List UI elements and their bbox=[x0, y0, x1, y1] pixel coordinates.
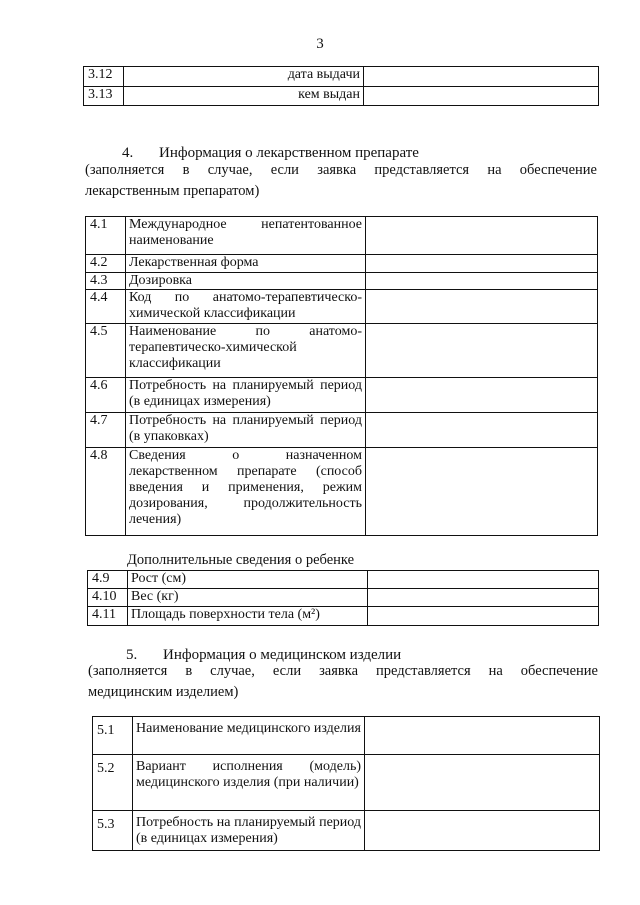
row-value-cell[interactable] bbox=[366, 413, 598, 448]
table-row bbox=[84, 87, 599, 106]
section-5-note bbox=[88, 661, 598, 703]
row-number: 4.6 bbox=[86, 378, 126, 413]
row-value-cell[interactable] bbox=[365, 717, 600, 755]
row-value-cell[interactable] bbox=[366, 324, 598, 378]
table-row bbox=[86, 290, 598, 324]
row-value-cell[interactable] bbox=[366, 290, 598, 324]
row-number: 4.4 bbox=[86, 290, 126, 324]
row-label: Лекарственная форма bbox=[126, 255, 366, 273]
row-value-cell[interactable] bbox=[365, 811, 600, 851]
row-label: Вариант исполнения (модель) медицинского изделия (при наличии) bbox=[133, 755, 365, 811]
row-number: 4.5 bbox=[86, 324, 126, 378]
child-info-title: Дополнительные сведения о ребенке bbox=[127, 552, 355, 568]
row-value-cell[interactable] bbox=[364, 87, 599, 106]
table-row bbox=[86, 378, 598, 413]
row-number: 4.8 bbox=[86, 448, 126, 536]
row-number: 4.7 bbox=[86, 413, 126, 448]
row-label: Потребность на планируемый период (в упаковках) bbox=[126, 413, 366, 448]
section-4-note bbox=[85, 160, 597, 202]
table-row bbox=[88, 607, 599, 626]
row-label: Площадь поверхности тела (м²) bbox=[128, 607, 368, 626]
table-row bbox=[86, 448, 598, 536]
row-value-cell[interactable] bbox=[366, 217, 598, 255]
row-label: дата выдачи bbox=[124, 67, 364, 87]
row-number: 3.13 bbox=[84, 87, 124, 106]
note-line: (заполняется в случае, если заявка представляется на обеспечение bbox=[85, 162, 597, 178]
table-section4 bbox=[85, 216, 598, 536]
row-label: Наименование медицинского изделия bbox=[133, 717, 365, 755]
row-number: 5.2 bbox=[93, 755, 133, 811]
row-number: 4.9 bbox=[88, 571, 128, 589]
table-row bbox=[86, 273, 598, 290]
row-label: Потребность на планируемый период (в единицах измерения) bbox=[133, 811, 365, 851]
section-number: 4. bbox=[122, 145, 134, 161]
row-label: Дозировка bbox=[126, 273, 366, 290]
row-number: 4.2 bbox=[86, 255, 126, 273]
row-value-cell[interactable] bbox=[368, 571, 599, 589]
row-value-cell[interactable] bbox=[364, 67, 599, 87]
row-number: 4.1 bbox=[86, 217, 126, 255]
section-number: 5. bbox=[126, 647, 138, 663]
note-line: лекарственным препаратом) bbox=[85, 183, 260, 199]
table-row bbox=[86, 217, 598, 255]
table-row bbox=[93, 811, 600, 851]
row-value-cell[interactable] bbox=[365, 755, 600, 811]
row-label: Международное непатентованное наименование bbox=[126, 217, 366, 255]
row-value-cell[interactable] bbox=[366, 273, 598, 290]
row-number: 3.12 bbox=[84, 67, 124, 87]
table-child-info bbox=[87, 570, 599, 626]
table-row bbox=[86, 255, 598, 273]
page-number: 3 bbox=[316, 36, 324, 52]
table-row bbox=[93, 717, 600, 755]
table-row bbox=[84, 67, 599, 87]
row-number: 5.3 bbox=[93, 811, 133, 851]
row-label: Код по анатомо-терапевтическо-химической классификации bbox=[126, 290, 366, 324]
row-number: 4.11 bbox=[88, 607, 128, 626]
row-number: 4.10 bbox=[88, 589, 128, 607]
table-row bbox=[93, 755, 600, 811]
row-value-cell[interactable] bbox=[366, 448, 598, 536]
row-label: Сведения о назначенном лекарственном препарате (способ введения и применения, режим дозирования, продолжительность лечения) bbox=[126, 448, 366, 536]
note-line: (заполняется в случае, если заявка представляется на обеспечение bbox=[88, 663, 598, 679]
row-label: Наименование по анатомо-терапевтическо-химической классификации bbox=[126, 324, 366, 378]
section-title: Информация о лекарственном препарате bbox=[159, 145, 419, 161]
table-row bbox=[86, 324, 598, 378]
row-value-cell[interactable] bbox=[366, 255, 598, 273]
row-number: 4.3 bbox=[86, 273, 126, 290]
row-label: Вес (кг) bbox=[128, 589, 368, 607]
note-line: медицинским изделием) bbox=[88, 684, 239, 700]
row-value-cell[interactable] bbox=[368, 607, 599, 626]
row-value-cell[interactable] bbox=[366, 378, 598, 413]
table-row bbox=[88, 571, 599, 589]
row-number: 5.1 bbox=[93, 717, 133, 755]
table-section3-tail bbox=[83, 66, 599, 106]
table-row bbox=[88, 589, 599, 607]
section-title: Информация о медицинском изделии bbox=[163, 647, 402, 663]
table-row bbox=[86, 413, 598, 448]
row-label: Потребность на планируемый период (в единицах измерения) bbox=[126, 378, 366, 413]
row-label: Рост (см) bbox=[128, 571, 368, 589]
row-value-cell[interactable] bbox=[368, 589, 599, 607]
row-label: кем выдан bbox=[124, 87, 364, 106]
table-section5 bbox=[92, 716, 600, 851]
